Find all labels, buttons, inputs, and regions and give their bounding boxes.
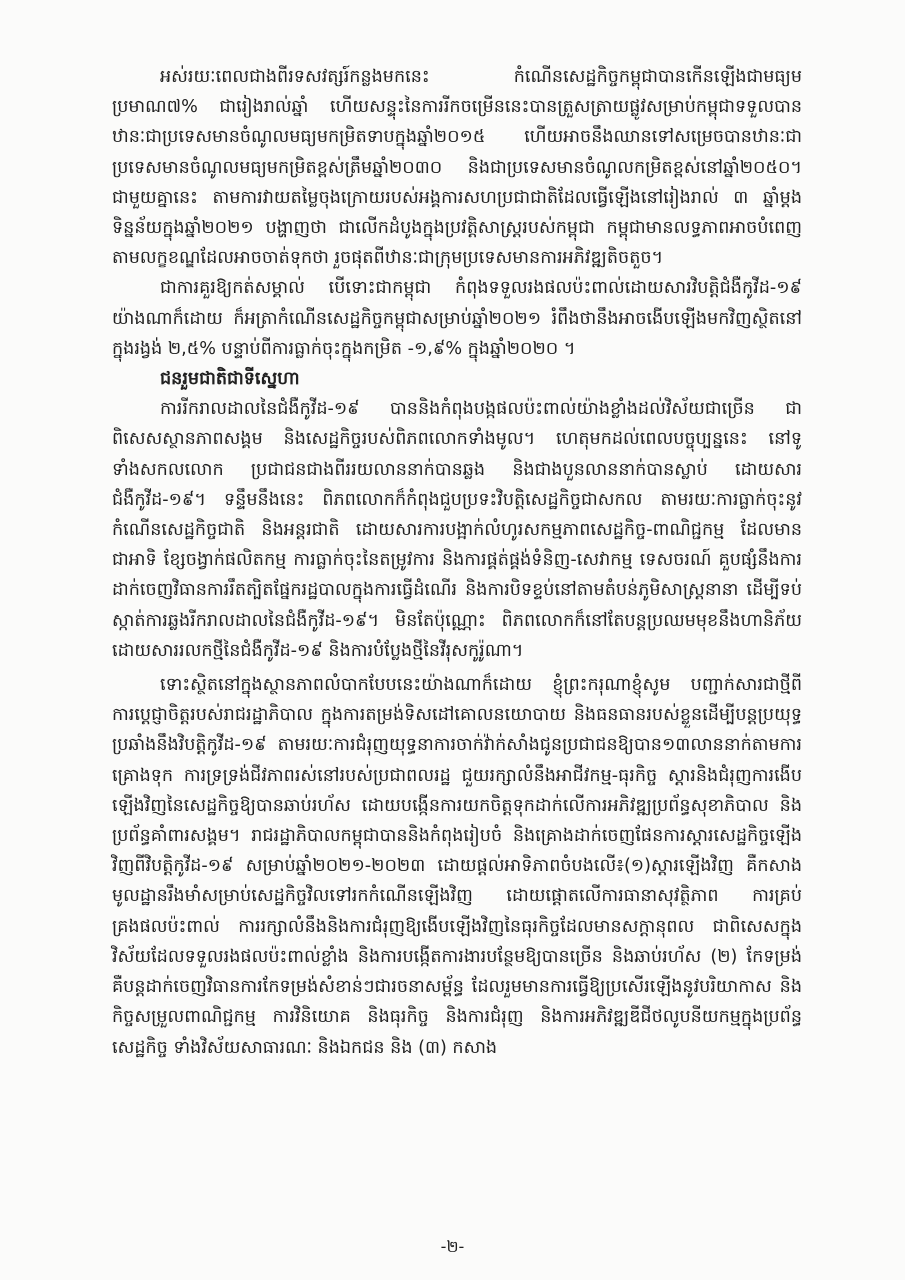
paragraph-government-response: ទោះស្ថិតនៅក្នុងស្ថានភាពលំបាកបែបនេះយ៉ាងណាក៏ដោយ ខ្ញុំព្រះករុណាខ្ញុំសូម បញ្ជាក់សារជាថ្មីពីការប្តេជ្ញាចិត្តរបស់រាជរដ្ឋាភិបាល ក្នុងការតម្រង់ទិសដៅគោលនយោបាយ និងធនធានរបស់ខ្លួនដើម្បីបន្តប្រយុទ្ធប្រឆាំងនឹងវិបត្តិកូវីដ-១៩ តាមរយៈការជំរុញយុទ្ធនាការចាក់វ៉ាក់សាំងជូនប្រជាជនឱ្យបាន១៣លាននាក់តាមការគ្រោងទុក ការទ្រទ្រង់ជីវភាពរស់នៅរបស់ប្រជាពលរដ្ឋ ជួយរក្សាលំនឹងអាជីវកម្ម-ធុរកិច្ច ស្តារនិងជំរុញការងើបឡើងវិញនៃសេដ្ឋកិច្ចឱ្យបានឆាប់រហ័ស ដោយបង្កើនការយកចិត្តទុកដាក់លើការអភិវឌ្ឍប្រព័ន្ធសុខាភិបាល និងប្រព័ន្ធគាំពារសង្គម។ រាជរដ្ឋាភិបាលកម្ពុជាបាននិងកំពុងរៀបចំ និងគ្រោងដាក់ចេញផែនការស្តារសេដ្ឋកិច្ចឡើងវិញពីវិបត្តិកូវីដ-១៩ សម្រាប់ឆ្នាំ២០២១-២០២៣ ដោយផ្តល់អាទិភាពចំបងលើ៖(១)ស្តារឡើងវិញ គឺកសាងមូលដ្ឋានរឹងមាំសម្រាប់សេដ្ឋកិច្ចវិលទៅរកកំណើនឡើងវិញ ដោយផ្តោតលើការធានាសុវត្ថិភាព ការគ្រប់គ្រងផលប៉ះពាល់ ការរក្សាលំនឹងនិងការជំរុញឱ្យងើបឡើងវិញនៃធុរកិច្ចដែលមានសក្តានុពល ជាពិសេសក្នុងវិស័យដែលទទួលរងផលប៉ះពាល់ខ្លាំង និងការបង្កើតការងារបន្ថែមឱ្យបានច្រើន និងឆាប់រហ័ស (២) កែទម្រង់ គឺបន្តដាក់ចេញវិធានការកែទម្រង់សំខាន់ៗជារចនាសម្ព័ន្ធ ដែលរួមមានការធ្វើឱ្យប្រសើរឡើងនូវបរិយាកាស និងកិច្ចសម្រួលពាណិជ្ជកម្ម ការវិនិយោគ និងធុរកិច្ច និងការជំរុញ និងការអភិវឌ្ឍឌីជីថលូបនីយកម្មក្នុងប្រព័ន្ធសេដ្ឋកិច្ច ទាំងវិស័យសាធារណៈ និងឯកជន និង (៣) កសាង xyxy=(112,675,802,1058)
page-number: -២- xyxy=(440,1237,465,1256)
salutation-heading: ជនរួមជាតិជាទីស្នេហា xyxy=(160,369,300,390)
paragraph-pandemic: ការរីករាលដាលនៃជំងឺកូវីដ-១៩ បាននិងកំពុងបង្កផលប៉ះពាល់យ៉ាងខ្លាំងដល់វិស័យជាច្រើន ជាពិសេសស្ថានភាពសង្គម និងសេដ្ឋកិច្ចរបស់ពិភពលោកទាំងមូល។ ហេតុមកដល់ពេលបច្ចុប្បន្ននេះ នៅទូទាំងសកលលោក ប្រជាជនជាងពីររយលាននាក់បានឆ្លង និងជាងបួនលាននាក់បានស្លាប់ ដោយសារជំងឺកូវីដ-១៩។ ទន្ទឹមនឹងនេះ ពិភពលោកក៏កំពុងជួបប្រទះវិបត្តិសេដ្ឋកិច្ចជាសកល តាមរយៈការធ្លាក់ចុះនូវកំណើនសេដ្ឋកិច្ចជាតិ និងអន្តរជាតិ ដោយសារការបង្អាក់លំហូរសកម្មភាពសេដ្ឋកិច្ច-ពាណិជ្ជកម្ម ដែលមានជាអាទិ ខ្សែចង្វាក់ផលិតកម្ម ការធ្លាក់ចុះនៃតម្រូវការ និងការផ្គត់ផ្គង់ទំនិញ-សេវាកម្ម ទេសចរណ៍ គួបផ្សំនឹងការដាក់ចេញវិធានការរឹតត្បិតផ្នែករដ្ឋបាលក្នុងការធ្វើដំណើរ និងការបិទខ្ទប់នៅតាមតំបន់ភូមិសាស្ត្រនានា ដើម្បីទប់ស្កាត់ការឆ្លងរីករាលដាលនៃជំងឺកូវីដ-១៩។ មិនតែប៉ុណ្ណោះ ពិភពលោកក៏នៅតែបន្តប្រឈមមុខនឹងហានិភ័យ ដោយសាររលកថ្មីនៃជំងឺកូវីដ-១៩ និងការបំប្លែងថ្មីនៃវីរុសកូរ៉ូណា។ xyxy=(112,399,802,661)
paragraph-covid-impact: ជាការគួរឱ្យកត់សម្គាល់ បើទោះជាកម្ពុជា កំពុងទទួលរងផលប៉ះពាល់ដោយសារវិបត្តិជំងឺកូវីដ-១៩ យ៉ាងណាក៏ដោយ ក៏អត្រាកំណើនសេដ្ឋកិច្ចកម្ពុជាសម្រាប់ឆ្នាំ២០២១ រំពឹងថានឹងអាចងើបឡើងមកវិញស្ថិតនៅក្នុងរង្វង់ ២,៥% បន្ទាប់ពីការធ្លាក់ចុះក្នុងកម្រិត -១,៩% ក្នុងឆ្នាំ២០២០ ។ xyxy=(112,278,802,359)
document-body xyxy=(112,62,802,1063)
paragraph-growth: អស់រយៈពេលជាងពីរទសវត្សរ៍កន្លងមកនេះ កំណើនសេដ្ឋកិច្ចកម្ពុជាបានកើនឡើងជាមធ្យមប្រមាណ៧% ជារៀងរាល់ឆ្នាំ ហើយសន្ទុះនៃការរីកចម្រើននេះបានត្រួសត្រាយផ្លូវសម្រាប់កម្ពុជាទទួលបានឋានៈជាប្រទេសមានចំណូលមធ្យមកម្រិតទាបក្នុងឆ្នាំ២០១៥ ហើយអាចនឹងឈានទៅសម្រេចបានឋានៈជាប្រទេសមានចំណូលមធ្យមកម្រិតខ្ពស់ត្រឹមឆ្នាំ២០៣០ និងជាប្រទេសមានចំណូលកម្រិតខ្ពស់នៅឆ្នាំ២០៥០។ ជាមួយគ្នានេះ តាមការវាយតម្លៃចុងក្រោយរបស់អង្គការសហប្រជាជាតិដែលធ្វើឡើងនៅរៀងរាល់ ៣ ឆ្នាំម្តង ទិន្នន័យក្នុងឆ្នាំ២០២១ បង្ហាញថា ជាលើកដំបូងក្នុងប្រវត្តិសាស្ត្ររបស់កម្ពុជា កម្ពុជាមានលទ្ធភាពអាចបំពេញតាមលក្ខខណ្ឌដែលអាចចាត់ទុកថា រួចផុតពីឋានៈជាក្រុមប្រទេសមានការអភិវឌ្ឍតិចតួច។ xyxy=(112,67,802,269)
